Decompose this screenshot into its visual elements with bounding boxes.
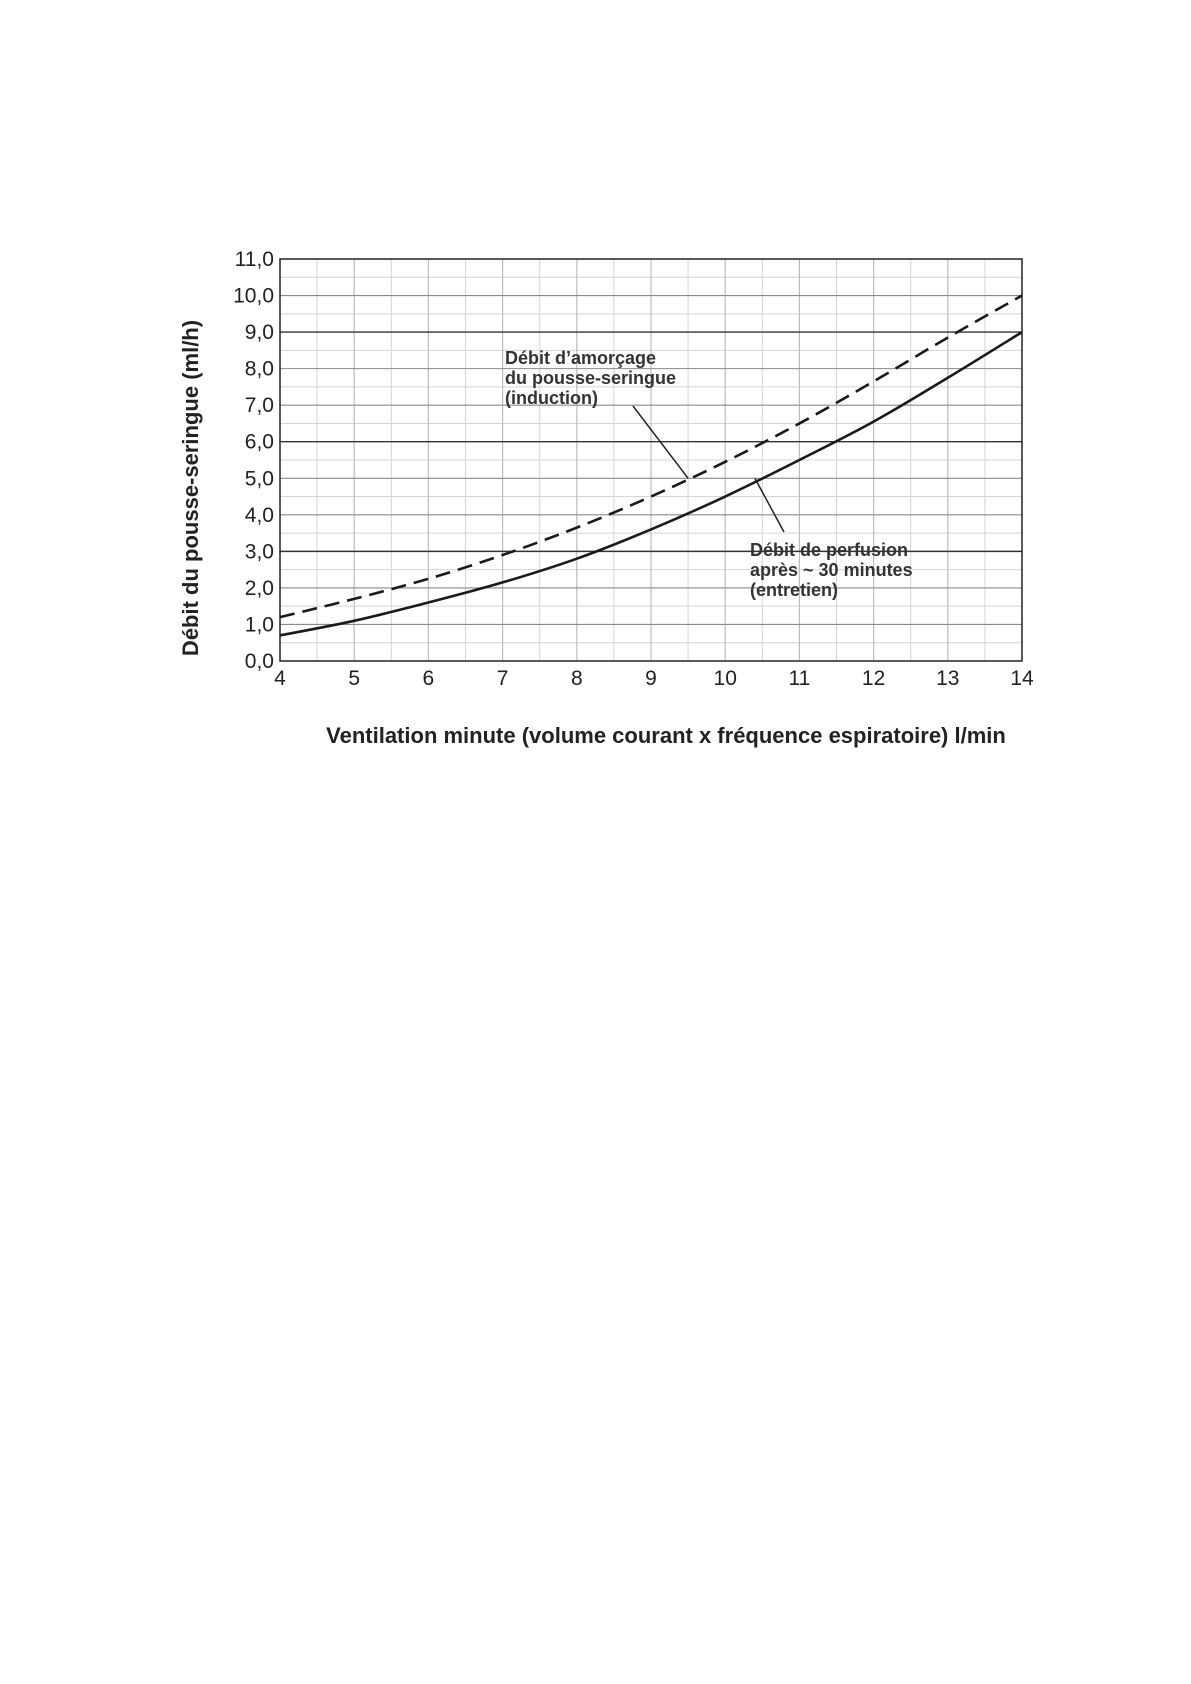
y-tick-label: 9,0 [244, 321, 274, 345]
annotation-label [505, 348, 676, 408]
y-tick-label: 11,0 [234, 248, 274, 271]
annotation-line: Débit de perfusion [750, 540, 909, 560]
x-tick-label: 12 [861, 667, 886, 690]
x-tick-label: 14 [1010, 667, 1034, 690]
y-axis-title: Débit du pousse-seringue (ml/h) [178, 319, 203, 657]
y-tick-label: 7,0 [244, 394, 274, 418]
y-tick-label: 4,0 [244, 503, 274, 527]
annotation-label [750, 540, 913, 600]
y-tick-label: 0,0 [244, 650, 274, 673]
y-tick-label: 2,0 [244, 576, 274, 600]
x-tick-label: 7 [496, 667, 509, 690]
y-tick-labels [233, 248, 274, 673]
annotation-line: Débit d’amorçage [505, 348, 657, 368]
annotation-line: après ~ 30 minutes [750, 560, 913, 580]
x-tick-label: 4 [274, 667, 286, 690]
annotation-line: (induction) [505, 388, 598, 408]
x-tick-labels [274, 667, 1034, 690]
x-tick-label: 11 [788, 667, 811, 690]
x-axis-title: Ventilation minute (volume courant x fréquence espiratoire) l/min [326, 723, 1006, 748]
annotation-line: (entretien) [750, 580, 839, 600]
y-tick-label: 8,0 [244, 357, 274, 381]
x-tick-label: 5 [348, 667, 361, 690]
y-tick-label: 6,0 [244, 430, 274, 454]
x-tick-label: 10 [713, 667, 737, 690]
y-tick-label: 1,0 [244, 613, 274, 637]
annotation-pointer [755, 478, 784, 532]
y-tick-label: 3,0 [244, 540, 274, 564]
x-tick-label: 13 [936, 667, 960, 690]
y-tick-label: 10,0 [233, 284, 274, 308]
x-tick-label: 8 [570, 667, 583, 690]
x-tick-label: 9 [645, 667, 657, 690]
y-tick-label: 5,0 [244, 467, 274, 491]
annotation-line: du pousse-seringue [505, 368, 677, 388]
x-tick-label: 6 [422, 667, 435, 690]
